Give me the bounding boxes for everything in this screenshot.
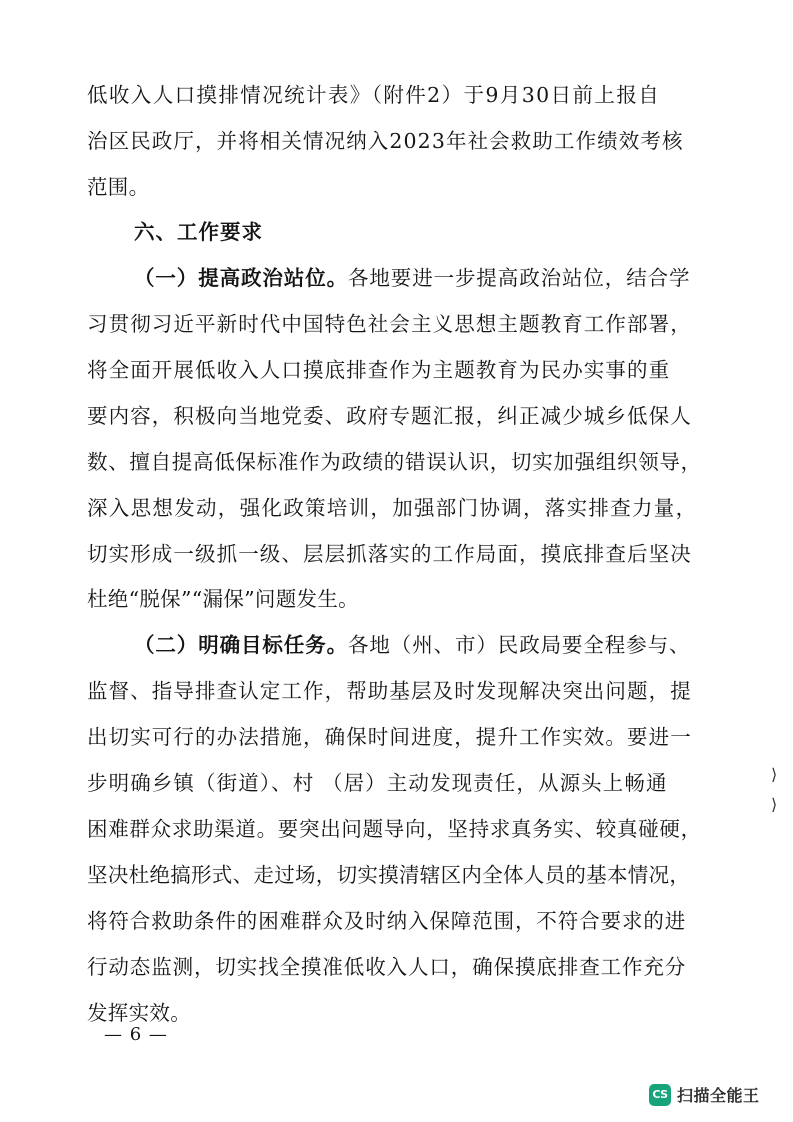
text-line: 深入思想发动，强化政策培训，加强部门协调，落实排查力量，	[87, 496, 698, 520]
text-line: 杜绝“脱保”“漏保”问题发生。	[87, 587, 359, 611]
text-line: 低收入人口摸排情况统计表》（附件2）于9月30日前上报自	[87, 83, 661, 107]
text-line: 将全面开展低收入人口摸底排查作为主题教育为民办实事的重	[87, 358, 671, 382]
watermark-app-name: 扫描全能王	[677, 1086, 760, 1105]
subsection-title: （二）明确目标任务。	[134, 633, 348, 657]
text-line: 习贯彻习近平新时代中国特色社会主义思想主题教育工作部署，	[87, 312, 692, 336]
scanner-watermark	[649, 1083, 760, 1106]
scan-artifact: ⟩	[771, 795, 778, 814]
text-line: 治区民政厅，并将相关情况纳入2023年社会救助工作绩效考核	[87, 129, 684, 153]
text-line: 切实形成一级抓一级、层层抓落实的工作局面，摸底排查后坚决	[87, 542, 692, 566]
text-line: 困难群众求助渠道。要突出问题导向，坚持求真务实、较真碰硬，	[87, 817, 702, 841]
text-line: 行动态监测，切实找全摸准低收入人口，确保摸底排查工作充分	[87, 955, 687, 979]
text-line: 出切实可行的办法措施，确保时间进度，提升工作实效。要进一	[87, 725, 692, 749]
text-line: 坚决杜绝搞形式、走过场，切实摸清辖区内全体人员的基本情况，	[87, 863, 691, 887]
text-line: 监督、指导排查认定工作，帮助基层及时发现解决突出问题，提	[87, 679, 692, 703]
scan-artifact: ⟩	[771, 765, 778, 784]
text-line: 将符合救助条件的困难群众及时纳入保障范围，不符合要求的进	[87, 909, 687, 933]
subsection-title: （一）提高政治站位。	[134, 266, 348, 290]
text-line: 各地（州、市）民政局要全程参与、	[348, 633, 691, 657]
text-line: 步明确乡镇（街道）、村 （居）主动发现责任，从源头上畅通	[87, 771, 668, 795]
page-number: — 6 —	[104, 1024, 168, 1045]
paragraph-first-line	[134, 631, 690, 659]
text-line: 范围。	[87, 175, 150, 199]
camscanner-logo-icon: CS	[649, 1084, 671, 1106]
text-line: 要内容，积极向当地党委、政府专题汇报，纠正减少城乡低保人	[87, 404, 692, 428]
section-heading: 六、工作要求	[134, 220, 263, 244]
paragraph-first-line	[134, 264, 690, 292]
text-line: 数、擅自提高低保标准作为政绩的错误认识，切实加强组织领导，	[87, 450, 702, 474]
text-line: 各地要进一步提高政治站位，结合学	[348, 266, 691, 290]
text-line: 发挥实效。	[87, 1001, 191, 1025]
